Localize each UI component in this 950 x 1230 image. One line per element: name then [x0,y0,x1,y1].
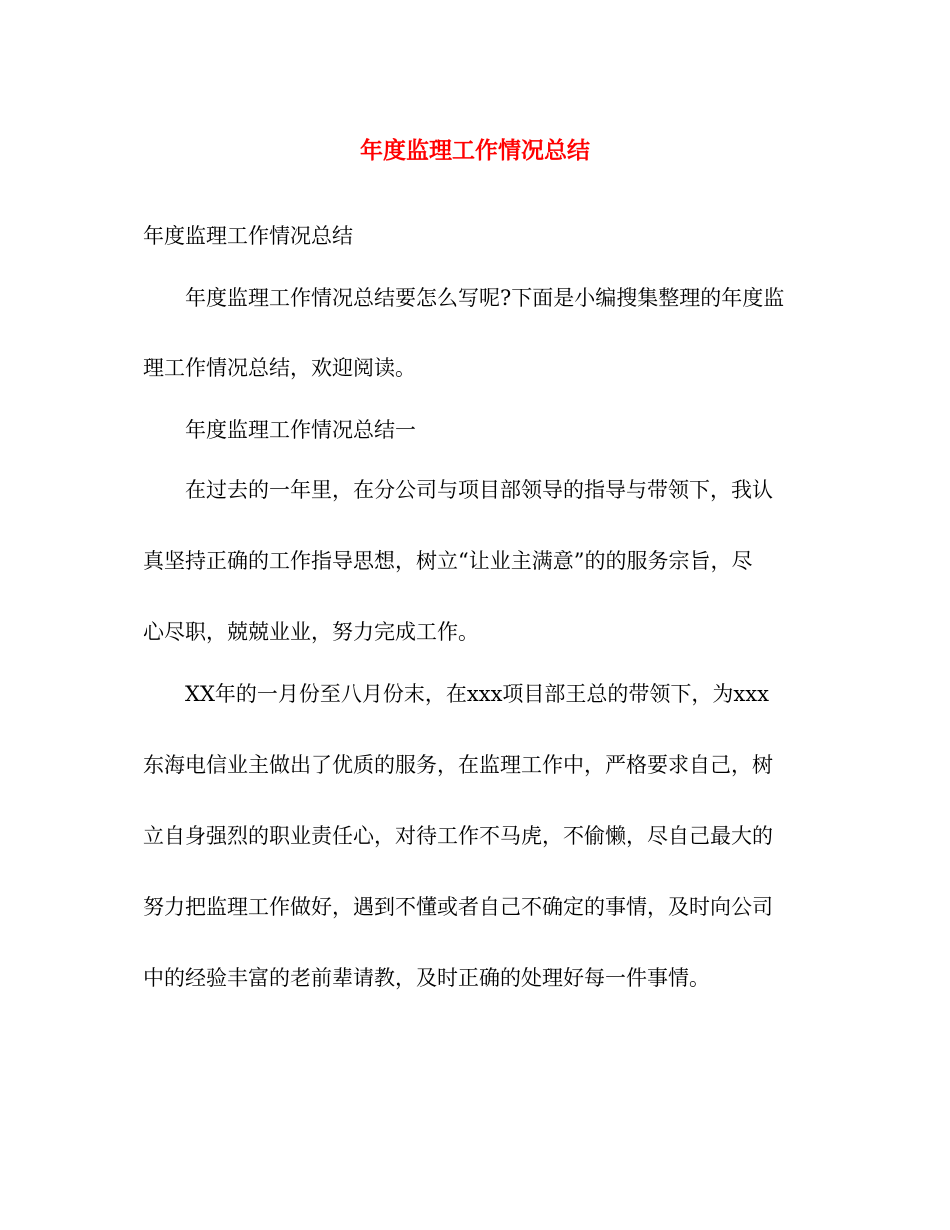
paragraph-line: 努力把监理工作做好，遇到不懂或者自己不确定的事情，及时向公司 [143,895,773,919]
document-title: 年度监理工作情况总结 [360,137,590,164]
paragraph-line: 立自身强烈的职业责任心，对待工作不马虎，不偷懒，尽自己最大的 [143,824,773,848]
paragraph-line: 在过去的一年里，在分公司与项目部领导的指导与带领下，我认 [185,478,773,502]
paragraph-line: 年度监理工作情况总结要怎么写呢?下面是小编搜集整理的年度监 [185,286,785,310]
paragraph-line: XX年的一月份至八月份末，在xxx项目部王总的带领下，为xxx [185,682,769,706]
paragraph-line: 中的经验丰富的老前辈请教，及时正确的处理好每一件事情。 [143,966,710,990]
subsection-heading: 年度监理工作情况总结一 [185,418,416,442]
paragraph-line: 理工作情况总结，欢迎阅读。 [143,356,416,380]
section-heading: 年度监理工作情况总结 [143,224,353,248]
paragraph-line: 东海电信业主做出了优质的服务，在监理工作中，严格要求自己，树 [143,753,773,777]
paragraph-line: 心尽职，兢兢业业，努力完成工作。 [143,620,479,644]
paragraph-line: 真坚持正确的工作指导思想，树立“让业主满意”的的服务宗旨，尽 [143,549,753,573]
